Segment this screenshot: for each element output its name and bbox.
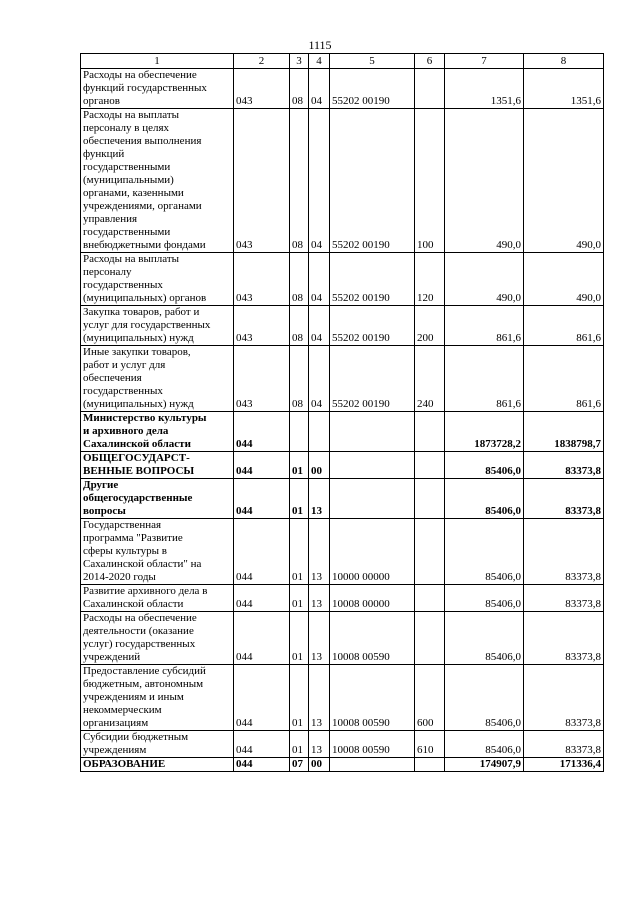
section-code-cell: 08 [290, 253, 309, 306]
expense-type-cell: 600 [415, 665, 445, 731]
expense-type-cell: 240 [415, 346, 445, 412]
table-row [81, 69, 604, 109]
section-code-cell: 01 [290, 479, 309, 519]
ministry-code-cell: 043 [234, 306, 290, 346]
header-cell: 8 [524, 54, 604, 69]
table-row [81, 479, 604, 519]
section-code-cell: 01 [290, 585, 309, 612]
amount-2018-cell: 1351,6 [445, 69, 524, 109]
table-row [81, 758, 604, 772]
header-cell: 5 [330, 54, 415, 69]
page-number: 1115 [308, 38, 332, 52]
amount-2018-cell: 490,0 [445, 109, 524, 253]
section-code-cell: 01 [290, 452, 309, 479]
subsection-code-cell: 04 [309, 109, 330, 253]
ministry-code-cell: 044 [234, 479, 290, 519]
expense-type-cell: 120 [415, 253, 445, 306]
expense-name-cell: Развитие архивного дела в Сахалинской области [81, 585, 234, 612]
header-cell: 1 [81, 54, 234, 69]
target-article-cell: 10008 00590 [330, 731, 415, 758]
expense-type-cell: 100 [415, 109, 445, 253]
amount-2018-cell: 85406,0 [445, 452, 524, 479]
amount-2019-cell: 83373,8 [524, 585, 604, 612]
expense-type-cell [415, 452, 445, 479]
amount-2018-cell: 85406,0 [445, 479, 524, 519]
target-article-cell: 10008 00590 [330, 665, 415, 731]
amount-2018-cell: 85406,0 [445, 585, 524, 612]
amount-2018-cell: 861,6 [445, 306, 524, 346]
expense-type-cell [415, 69, 445, 109]
table-row [81, 452, 604, 479]
amount-2019-cell: 861,6 [524, 346, 604, 412]
table-row [81, 109, 604, 253]
target-article-cell: 10008 00000 [330, 585, 415, 612]
target-article-cell: 55202 00190 [330, 253, 415, 306]
expense-name-cell: Закупка товаров, работ и услуг для государственных (муниципальных) нужд [81, 306, 234, 346]
ministry-code-cell: 043 [234, 346, 290, 412]
budget-table [80, 53, 604, 772]
expense-type-cell: 610 [415, 731, 445, 758]
table-row [81, 306, 604, 346]
amount-2018-cell: 85406,0 [445, 731, 524, 758]
subsection-code-cell: 04 [309, 306, 330, 346]
amount-2019-cell: 490,0 [524, 109, 604, 253]
expense-type-cell: 200 [415, 306, 445, 346]
section-code-cell: 08 [290, 346, 309, 412]
section-code-cell: 01 [290, 731, 309, 758]
expense-name-cell: Другие общегосударственные вопросы [81, 479, 234, 519]
amount-2018-cell: 861,6 [445, 346, 524, 412]
section-code-cell: 01 [290, 519, 309, 585]
expense-name-cell: Предоставление субсидий бюджетным, автономным учреждениям и иным некоммерческим организациям [81, 665, 234, 731]
expense-name-cell: Министерство культуры и архивного дела Сахалинской области [81, 412, 234, 452]
header-cell: 3 [290, 54, 309, 69]
amount-2019-cell: 83373,8 [524, 665, 604, 731]
ministry-code-cell: 044 [234, 585, 290, 612]
amount-2018-cell: 85406,0 [445, 519, 524, 585]
header-cell: 2 [234, 54, 290, 69]
expense-name-cell: Расходы на обеспечение функций государственных органов [81, 69, 234, 109]
section-code-cell: 08 [290, 69, 309, 109]
amount-2018-cell: 85406,0 [445, 612, 524, 665]
ministry-code-cell: 044 [234, 519, 290, 585]
table-row [81, 412, 604, 452]
target-article-cell [330, 412, 415, 452]
expense-name-cell: ОБРАЗОВАНИЕ [81, 758, 234, 772]
expense-type-cell [415, 585, 445, 612]
target-article-cell: 55202 00190 [330, 306, 415, 346]
subsection-code-cell: 13 [309, 479, 330, 519]
expense-name-cell: Расходы на выплаты персоналу государственных (муниципальных) органов [81, 253, 234, 306]
target-article-cell [330, 452, 415, 479]
expense-type-cell [415, 612, 445, 665]
amount-2019-cell: 83373,8 [524, 612, 604, 665]
table-row [81, 731, 604, 758]
subsection-code-cell: 13 [309, 665, 330, 731]
amount-2019-cell: 1351,6 [524, 69, 604, 109]
target-article-cell [330, 479, 415, 519]
subsection-code-cell: 13 [309, 731, 330, 758]
subsection-code-cell: 04 [309, 346, 330, 412]
table-row [81, 253, 604, 306]
table-row [81, 585, 604, 612]
amount-2018-cell: 85406,0 [445, 665, 524, 731]
expense-type-cell [415, 412, 445, 452]
amount-2019-cell: 861,6 [524, 306, 604, 346]
expense-name-cell: Расходы на обеспечение деятельности (оказание услуг) государственных учреждений [81, 612, 234, 665]
amount-2018-cell: 490,0 [445, 253, 524, 306]
expense-type-cell [415, 758, 445, 772]
expense-name-cell: ОБЩЕГОСУДАРСТ- ВЕННЫЕ ВОПРОСЫ [81, 452, 234, 479]
ministry-code-cell: 044 [234, 452, 290, 479]
amount-2019-cell: 490,0 [524, 253, 604, 306]
amount-2018-cell: 1873728,2 [445, 412, 524, 452]
amount-2019-cell: 83373,8 [524, 452, 604, 479]
subsection-code-cell: 04 [309, 69, 330, 109]
table-row [81, 519, 604, 585]
section-code-cell: 01 [290, 612, 309, 665]
amount-2019-cell: 1838798,7 [524, 412, 604, 452]
subsection-code-cell: 13 [309, 585, 330, 612]
header-cell: 4 [309, 54, 330, 69]
subsection-code-cell: 04 [309, 253, 330, 306]
target-article-cell: 10008 00590 [330, 612, 415, 665]
ministry-code-cell: 043 [234, 109, 290, 253]
expense-name-cell: Государственная программа "Развитие сферы культуры в Сахалинской области" на 2014-2020 годы [81, 519, 234, 585]
target-article-cell: 55202 00190 [330, 109, 415, 253]
target-article-cell: 55202 00190 [330, 69, 415, 109]
subsection-code-cell: 00 [309, 758, 330, 772]
header-cell: 6 [415, 54, 445, 69]
target-article-cell [330, 758, 415, 772]
expense-name-cell: Иные закупки товаров, работ и услуг для обеспечения государственных (муниципальных) нужд [81, 346, 234, 412]
header-cell: 7 [445, 54, 524, 69]
ministry-code-cell: 044 [234, 412, 290, 452]
table-row [81, 346, 604, 412]
section-code-cell: 08 [290, 306, 309, 346]
header-row [81, 54, 604, 69]
ministry-code-cell: 044 [234, 665, 290, 731]
expense-name-cell: Субсидии бюджетным учреждениям [81, 731, 234, 758]
ministry-code-cell: 043 [234, 253, 290, 306]
section-code-cell: 07 [290, 758, 309, 772]
amount-2019-cell: 83373,8 [524, 479, 604, 519]
expense-type-cell [415, 479, 445, 519]
subsection-code-cell: 13 [309, 519, 330, 585]
amount-2019-cell: 171336,4 [524, 758, 604, 772]
amount-2018-cell: 174907,9 [445, 758, 524, 772]
ministry-code-cell: 044 [234, 758, 290, 772]
expense-type-cell [415, 519, 445, 585]
table-row [81, 665, 604, 731]
subsection-code-cell [309, 412, 330, 452]
section-code-cell: 08 [290, 109, 309, 253]
subsection-code-cell: 13 [309, 612, 330, 665]
target-article-cell: 10000 00000 [330, 519, 415, 585]
ministry-code-cell: 044 [234, 612, 290, 665]
table-row [81, 612, 604, 665]
subsection-code-cell: 00 [309, 452, 330, 479]
section-code-cell: 01 [290, 665, 309, 731]
amount-2019-cell: 83373,8 [524, 519, 604, 585]
expense-name-cell: Расходы на выплаты персоналу в целях обеспечения выполнения функций государственными (муниципальными) органами, казенными учреждениями, органами управления государственными внебюджетными фондами [81, 109, 234, 253]
ministry-code-cell: 044 [234, 731, 290, 758]
section-code-cell [290, 412, 309, 452]
amount-2019-cell: 83373,8 [524, 731, 604, 758]
target-article-cell: 55202 00190 [330, 346, 415, 412]
ministry-code-cell: 043 [234, 69, 290, 109]
